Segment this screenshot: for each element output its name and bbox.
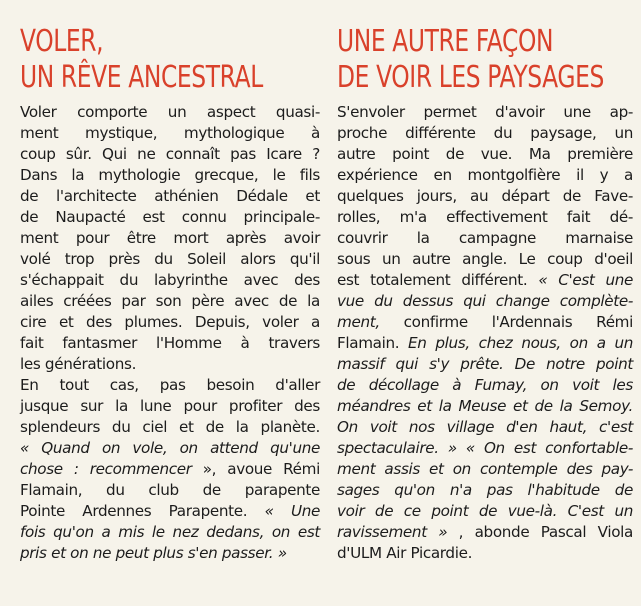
text-line: « Quand on vole, on attend qu'une bbox=[20, 439, 320, 457]
text-line: pris et on ne peut plus s'en passer. » bbox=[20, 544, 287, 562]
text-line: rolles, m'a effectivement fait dé- bbox=[337, 208, 633, 226]
text-line: autre point de vue. Ma première bbox=[337, 145, 633, 163]
text-line: Voler comporte un aspect quasi- bbox=[20, 103, 320, 121]
text-line: massif qui s'y prête. De notre point bbox=[337, 355, 633, 373]
text-line: Flamain. En plus, chez nous, on a un bbox=[337, 334, 634, 352]
text-line: chose : recommencer », avoue Rémi bbox=[20, 460, 320, 478]
text-line: fait fantasmer l'Homme à travers bbox=[20, 334, 320, 352]
text-line: ment, confirme l'Ardennais Rémi bbox=[337, 313, 633, 331]
heading-line: UNE AUTRE FAÇON bbox=[337, 24, 554, 59]
text-line: méandres et la Meuse et de la Semoy. bbox=[337, 397, 633, 415]
text-line: spectaculaire. » « On est confortable- bbox=[337, 439, 633, 457]
text-line: les générations. bbox=[20, 355, 137, 373]
text-line: proche différente du paysage, un bbox=[337, 124, 633, 142]
text-line: sages qu'on n'a pas l'habitude de bbox=[337, 481, 633, 499]
text-line: ment mystique, mythologique à bbox=[20, 124, 320, 142]
text-line: vue du dessus qui change complète- bbox=[337, 292, 633, 310]
text-line: S'envoler permet d'avoir une ap- bbox=[337, 103, 633, 121]
text-line: En tout cas, pas besoin d'aller bbox=[20, 376, 320, 394]
text-line: Dans la mythologie grecque, le fils bbox=[20, 166, 320, 184]
heading-line: DE VOIR LES PAYSAGES bbox=[337, 60, 604, 95]
text-line: cire et des plumes. Depuis, voler a bbox=[20, 313, 320, 331]
text-line: jusque sur la lune pour profiter des bbox=[20, 397, 320, 415]
text-line: fois qu'on a mis le nez dedans, on est bbox=[20, 523, 320, 541]
article-left bbox=[20, 24, 320, 564]
text-line: Flamain, du club de parapente bbox=[20, 481, 320, 499]
text-line: de l'architecte athénien Dédale et bbox=[20, 187, 320, 205]
text-line: volé trop près du Soleil alors qu'il bbox=[20, 250, 320, 268]
text-line: d'ULM Air Picardie. bbox=[337, 544, 473, 562]
text-line: expérience en montgolfière il y a bbox=[337, 166, 633, 184]
text-line: ment assis et on contemple des pay- bbox=[337, 460, 633, 478]
text-line: Pointe Ardennes Parapente. « Une bbox=[20, 502, 320, 520]
text-line: splendeurs du ciel et de la planète. bbox=[20, 418, 320, 436]
text-line: couvrir la campagne marnaise bbox=[337, 229, 633, 247]
heading-line: UN RÊVE ANCESTRAL bbox=[20, 60, 263, 95]
text-line: de Naupacté est connu principale- bbox=[20, 208, 320, 226]
text-line: ment pour être mort après avoir bbox=[20, 229, 320, 247]
article-left-heading bbox=[20, 24, 320, 96]
text-line: de décollage à Fumay, on voit les bbox=[337, 376, 633, 394]
article-right bbox=[337, 24, 633, 564]
heading-line: VOLER, bbox=[20, 24, 104, 59]
article-right-heading bbox=[337, 24, 633, 96]
article-left-body bbox=[20, 102, 320, 564]
text-line: On voit nos village d'en haut, c'est bbox=[337, 418, 633, 436]
text-line: est totalement différent. « C'est une bbox=[337, 271, 634, 289]
text-line: ailes créées par son père avec de la bbox=[20, 292, 320, 310]
text-line: voir de ce point de vue-là. C'est un bbox=[337, 502, 633, 520]
text-line: s'échappait du labyrinthe avec des bbox=[20, 271, 320, 289]
text-line: coup sûr. Qui ne connaît pas Icare ? bbox=[20, 145, 320, 163]
text-line: sous un autre angle. Le coup d'oeil bbox=[337, 250, 633, 268]
text-line: quelques jours, au départ de Fave- bbox=[337, 187, 633, 205]
article-right-body bbox=[337, 102, 633, 564]
text-line: ravissement » , abonde Pascal Viola bbox=[337, 523, 633, 541]
